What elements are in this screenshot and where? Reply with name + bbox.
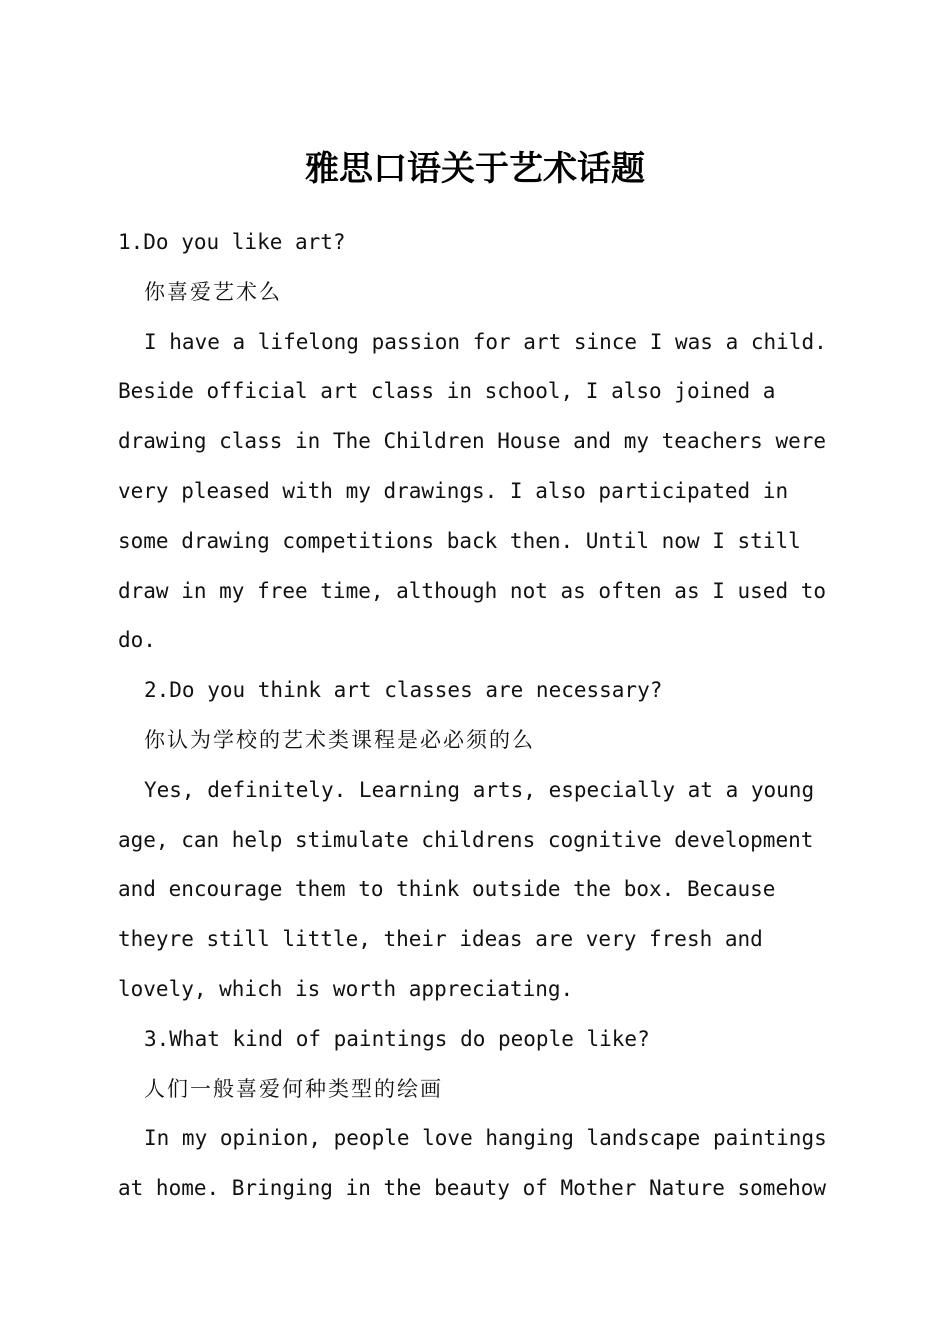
answer-1: I have a lifelong passion for art since I was a child. Beside official art class in school, I also joined a drawing class in The Children House and my teachers were very pleased with my drawings. I also participated in some drawing competitions back then. Until now I still draw in my free time, although not as often as I used to do. [118, 329, 827, 653]
question-1: 1.Do you like art? [118, 230, 346, 254]
answer-2: Yes, definitely. Learning arts, especially at a young age, can help stimulate childrens cognitive development and encourage them to think outside the box. Because theyre still little, their ideas are very fresh and lovely, which is worth appreciating. [118, 777, 815, 1001]
question-2-translation: 你认为学校的艺术类课程是必必须的么 [144, 727, 535, 752]
question-3-translation: 人们一般喜爱何种类型的绘画 [144, 1076, 443, 1101]
answer-3: In my opinion, people love hanging landscape paintings at home. Bringing in the beauty of Mother Nature somehow [118, 1126, 827, 1201]
document-body [118, 218, 840, 1214]
question-3: 3.What kind of paintings do people like? [144, 1026, 650, 1051]
document-title: 雅思口语关于艺术话题 [305, 149, 645, 189]
question-2: 2.Do you think art classes are necessary? [144, 678, 663, 703]
question-1-translation: 你喜爱艺术么 [144, 279, 282, 304]
